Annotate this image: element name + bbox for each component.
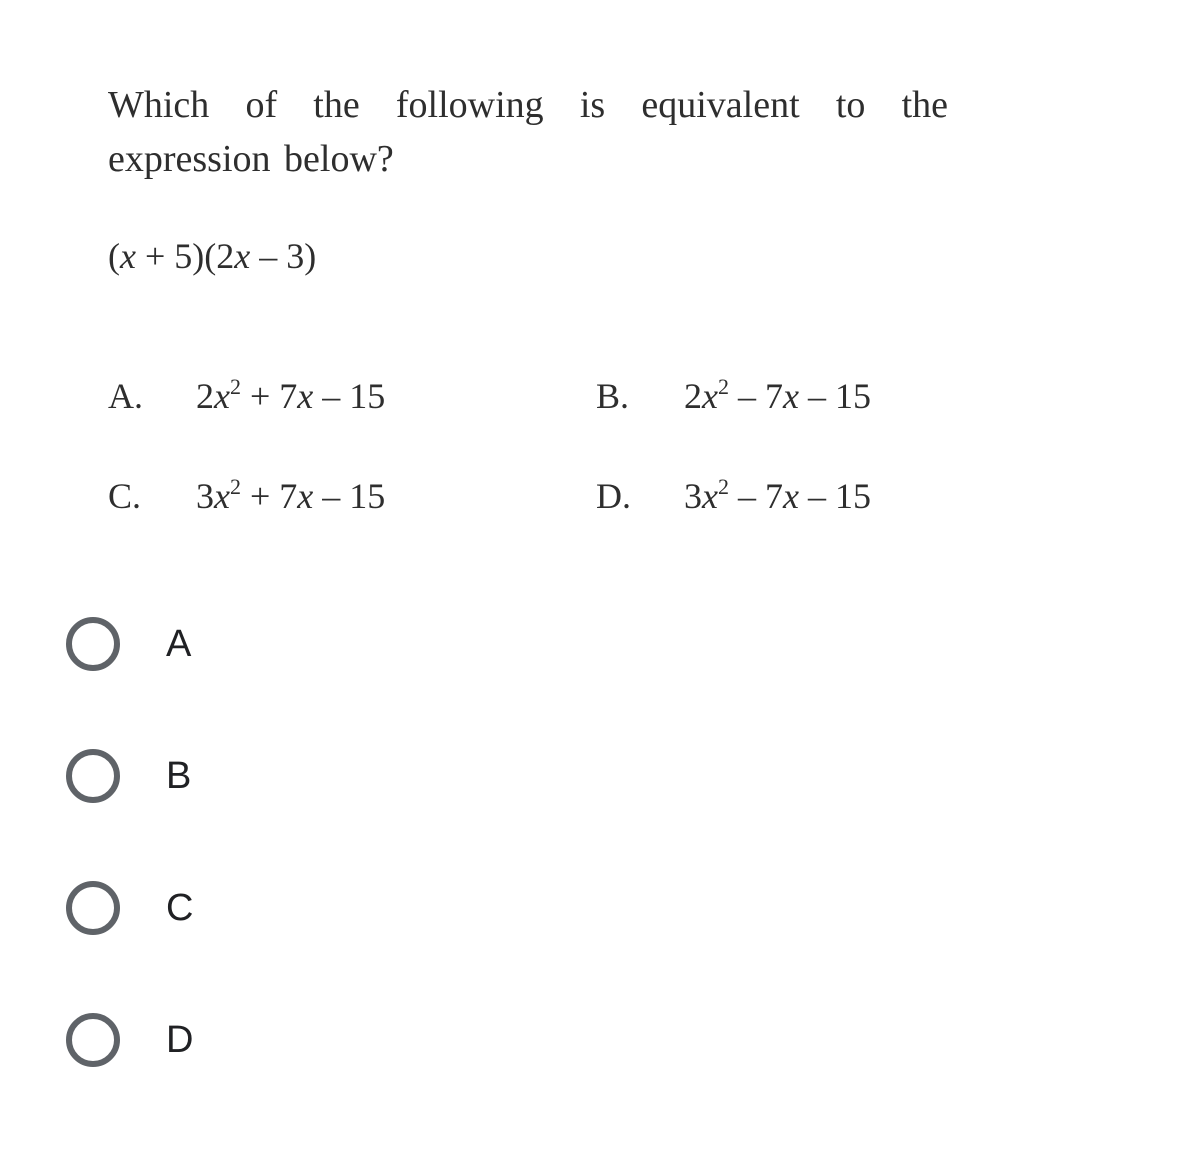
- choice-d: [596, 472, 871, 520]
- choice-coef: 2: [684, 376, 702, 416]
- choice-term: – 15: [313, 376, 386, 416]
- choice-a: [108, 372, 385, 420]
- expression-part: (: [108, 236, 120, 276]
- choice-var: x: [702, 476, 718, 516]
- choice-exponent: 2: [229, 474, 241, 499]
- expression-part: + 5)(2: [135, 236, 235, 276]
- radio-button[interactable]: [66, 881, 120, 935]
- choice-exponent: 2: [717, 374, 729, 399]
- question-stem: [108, 78, 948, 186]
- expression: [108, 232, 316, 280]
- answer-option-label[interactable]: D: [166, 1018, 194, 1061]
- choice-c: [108, 472, 385, 520]
- choice-exponent: 2: [229, 374, 241, 399]
- choice-var: x: [782, 476, 799, 516]
- radio-button[interactable]: [66, 1013, 120, 1067]
- choice-var: x: [297, 376, 314, 416]
- choice-var: x: [297, 476, 314, 516]
- choice-letter: A.: [108, 376, 143, 416]
- choice-coef: 3: [684, 476, 702, 516]
- expression-variable: x: [120, 236, 136, 276]
- radio-button[interactable]: [66, 617, 120, 671]
- choice-term: – 15: [798, 476, 871, 516]
- choice-var: x: [782, 376, 799, 416]
- choice-exponent: 2: [717, 474, 729, 499]
- choice-var: x: [214, 376, 230, 416]
- choice-var: x: [702, 376, 718, 416]
- question-image: [0, 0, 1200, 560]
- expression-part: – 3): [250, 236, 317, 276]
- choice-letter: B.: [596, 376, 630, 416]
- choice-term: – 15: [313, 476, 386, 516]
- expression-variable: x: [234, 236, 251, 276]
- question-stem-line-1: Which of the following is equivalent to the: [108, 84, 948, 126]
- answer-option-d[interactable]: [60, 1000, 460, 1080]
- choice-term: – 15: [798, 376, 871, 416]
- choice-var: x: [214, 476, 230, 516]
- choice-term: – 7: [728, 376, 783, 416]
- answer-option-c[interactable]: [60, 868, 460, 948]
- choice-term: – 7: [728, 476, 783, 516]
- choice-term: + 7: [240, 376, 298, 416]
- choice-term: + 7: [240, 476, 298, 516]
- choice-coef: 3: [196, 476, 214, 516]
- answer-option-b[interactable]: [60, 736, 460, 816]
- choice-coef: 2: [196, 376, 214, 416]
- answer-option-label[interactable]: A: [166, 622, 192, 665]
- choice-b: [596, 372, 871, 420]
- choice-letter: D.: [596, 476, 631, 516]
- answer-option-a[interactable]: [60, 604, 460, 684]
- question-stem-line-2: expression below?: [108, 138, 394, 180]
- answer-option-label[interactable]: B: [166, 754, 192, 797]
- choice-letter: C.: [108, 476, 142, 516]
- radio-button[interactable]: [66, 749, 120, 803]
- answer-option-label[interactable]: C: [166, 886, 194, 929]
